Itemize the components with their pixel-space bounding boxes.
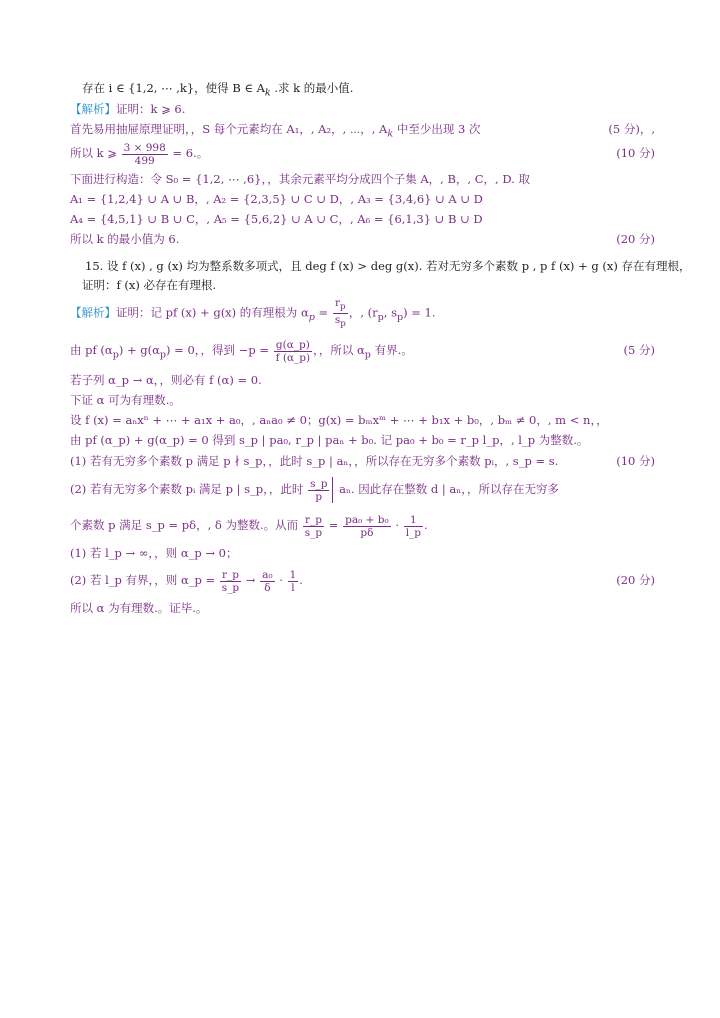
p14-analysis-claim: 【解析】证明：k ⩾ 6. xyxy=(70,102,186,116)
p15-case-2-cont: 个素数 p 满足 s_p = pδ，, δ 为整数.。从而 $\frac{r\_p}{s\_p}$ = $\frac{\text{pa₀ + b₀}}{p\delta}$ · $\frac{1}{l\_p}$ . xyxy=(70,513,428,539)
p14-construction-line: 下面进行构造：令 S₀ = {1,2, ⋯ ,6}，，其余元素平均分成四个子集 A，, B，, C，, D. 取 xyxy=(70,172,530,186)
fraction: $\frac{s\_p}{p}$ xyxy=(310,477,328,503)
fraction: $\frac{1}{l}$ xyxy=(289,568,297,594)
p15-conclusion: 所以 α 为有理数.。证毕.。 xyxy=(70,601,208,615)
p15-subsequence-line: 若子列 α_p → α，，则必有 f (α) = 0. xyxy=(70,373,262,387)
p14-sets-line-2: A₄ = {4,5,1} ∪ B ∪ C，, A₅ = {5,6,2} ∪ A ∪ C，, A₆ = {6,1,3} ∪ B ∪ D xyxy=(70,212,483,226)
fraction: $\frac{1}{l\_p}$ xyxy=(405,513,422,539)
analysis-tag: 【解析】 xyxy=(70,102,116,116)
fraction: $\frac{r_p}{s_p}$ xyxy=(334,297,346,330)
score-10: (10 分) xyxy=(616,454,655,468)
analysis-tag: 【解析】 xyxy=(70,305,116,320)
score-10: (10 分) xyxy=(616,146,655,160)
fraction: $\frac{g(\alpha\_p)}{f (\alpha\_p)}$ xyxy=(275,338,311,364)
p14-conclusion-line: 所以 k 的最小值为 6. (20 分) xyxy=(70,232,655,246)
problem-15-statement-2: 证明：f (x) 必存在有理根. xyxy=(82,278,217,292)
p15-case-2: (2) 若有无穷多个素数 pᵢ 满足 p | s_p，，此时 $\frac{s\_p}{p}$ aₙ. 因此存在整数 d | aₙ，，所以存在无穷多 xyxy=(70,477,560,503)
p14-bound-line: 所以 k ⩾ $\frac{3 \times 998}{499}$ = 6.。 (10 分) xyxy=(70,141,655,167)
score-20: (20 分) xyxy=(616,573,655,587)
p14-pigeonhole-line: 首先易用抽屉原理证明，，S 每个元素均在 A₁，, A₂，, ⋯，, $A_k$ 中至少出现 3 次 (5 分)，, xyxy=(70,122,655,140)
fraction: $\frac{\text{pa₀ + b₀}}{p\delta}$ xyxy=(345,513,389,539)
score-5: (5 分)，, xyxy=(608,122,655,136)
p15-root-definition: 【解析】证明：记 pf (x) + g(x) 的有理根为 $\alpha_p$ = $\frac{r_p}{s_p}$ ，, ($r_p$, $s_p) = 1$. xyxy=(70,297,436,330)
fraction: $\frac{3 \times 998}{499}$ xyxy=(123,141,166,167)
p15-bounded-line: 由 pf $(\alpha_p) + g(\alpha_p) = 0$，，得到 −p = $\frac{g(\alpha\_p)}{f (\alpha\_p)}$ ，，所以 $\alpha_p$ 有界.。 (5 分) xyxy=(70,336,655,369)
p15-polynomial-def: 设 f (x) = aₙxⁿ + ⋯ + a₁x + a₀，, aₙa₀ ≠ 0；g(x) = bₘxᵐ + ⋯ + b₁x + b₀，, bₘ ≠ 0，, m < n，， xyxy=(70,413,608,427)
score-20: (20 分) xyxy=(616,232,655,246)
p15-rational-claim: 下证 α 可为有理数.。 xyxy=(70,393,181,407)
p14-sets-line-1: A₁ = {1,2,4} ∪ A ∪ B，, A₂ = {2,3,5} ∪ C ∪ D，, A₃ = {3,4,6} ∪ A ∪ D xyxy=(70,192,483,206)
fraction: $\frac{r\_p}{s\_p}$ xyxy=(304,513,323,539)
problem-14-continuation: 存在 i ∈ {1,2, ⋯ ,k}，使得 B ∈ $A_k$ .求 k 的最小值. xyxy=(82,81,354,99)
p15-case-1: (1) 若有无穷多个素数 p 满足 p ∤ s_p，，此时 s_p | aₙ，，所以存在无穷多个素数 pᵢ，, s_p = s. (10 分) xyxy=(70,454,655,468)
p15-subcase-1: (1) 若 l_p → ∞，，则 α_p → 0； xyxy=(70,546,238,560)
p15-subcase-2: (2) 若 l_p 有界，，则 α_p = $\frac{r\_p}{s\_p}$ → $\frac{\text{a₀}}{\delta}$ · $\frac{1}{l}$ . (20 分) xyxy=(70,565,655,595)
fraction: $\frac{r\_p}{s\_p}$ xyxy=(221,568,240,594)
p15-divisibility-line: 由 pf (α_p) + g(α_p) = 0 得到 s_p | pa₀, r_p | paₙ + b₀. 记 pa₀ + b₀ = r_p l_p，, l_p 为整数.。 xyxy=(70,433,589,447)
problem-15-statement: 15. 设 f (x) , g (x) 均为整系数多项式，且 deg f (x) > deg g(x). 若对无穷多个素数 p , p f (x) + g (x) 存在有理根， xyxy=(85,259,691,273)
score-5: (5 分) xyxy=(623,343,655,357)
fraction: $\frac{\text{a₀}}{\delta}$ xyxy=(262,568,273,594)
